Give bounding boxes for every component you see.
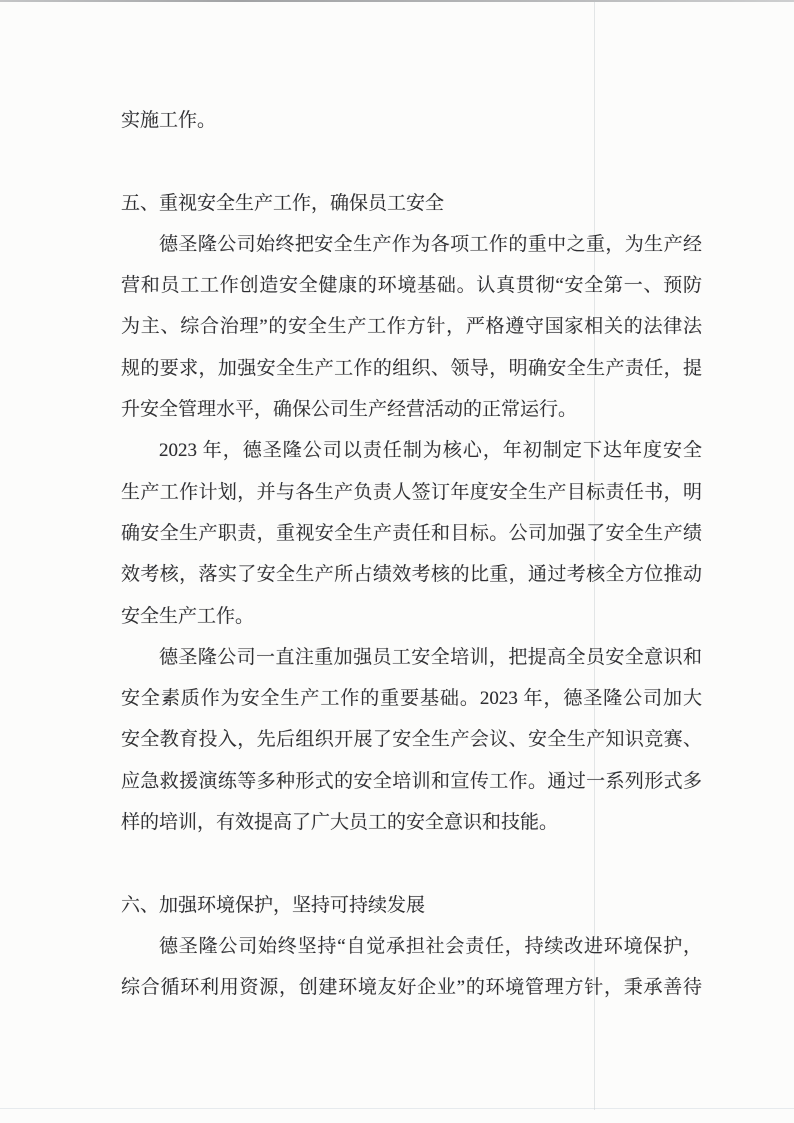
text-line: 安全生产工作。 [121,605,255,627]
section-heading: 五、重视安全生产工作，确保员工安全 [121,192,445,214]
text-line: 德圣隆公司始终把安全生产作为各项工作的重中之重，为生产经 [159,233,702,255]
scan-bottom-edge-artifact [0,1108,794,1109]
text-line: 规的要求，加强安全生产工作的组织、领导，明确安全生产责任，提 [121,357,702,379]
text-line: 德圣隆公司一直注重加强员工安全培训，把提高全员安全意识和 [159,646,702,668]
text-line: 综合循环利用资源，创建环境友好企业”的环境管理方针，秉承善待 [121,977,702,999]
document-text-block [121,100,702,1009]
text-line: 生产工作计划，并与各生产负责人签订年度安全生产目标责任书，明 [121,481,702,503]
text-line: 实施工作。 [121,110,217,131]
text-line: 安全教育投入，先后组织开展了安全生产会议、安全生产知识竞赛、 [121,729,702,751]
scan-top-edge-artifact [0,0,794,2]
text-line: 样的培训，有效提高了广大员工的安全意识和技能。 [121,812,559,834]
text-line: 营和员工工作创造安全健康的环境基础。认真贯彻“安全第一、预防 [121,275,702,297]
text-line: 安全素质作为安全生产工作的重要基础。2023 年，德圣隆公司加大 [121,688,702,710]
text-line: 为主、综合治理”的安全生产工作方针，严格遵守国家相关的法律法 [121,316,702,338]
text-line: 应急救援演练等多种形式的安全培训和宣传工作。通过一系列形式多 [121,770,702,792]
text-line: 效考核，落实了安全生产所占绩效考核的比重，通过考核全方位推动 [121,564,702,586]
text-line: 2023 年，德圣隆公司以责任制为核心，年初制定下达年度安全 [159,440,702,462]
text-line: 升安全管理水平，确保公司生产经营活动的正常运行。 [121,399,578,421]
section-heading: 六、加强环境保护，坚持可持续发展 [121,894,426,916]
text-line: 确安全生产职责，重视安全生产责任和目标。公司加强了安全生产绩 [121,522,702,544]
text-line: 德圣隆公司始终坚持“自觉承担社会责任，持续改进环境保护， [159,935,702,957]
